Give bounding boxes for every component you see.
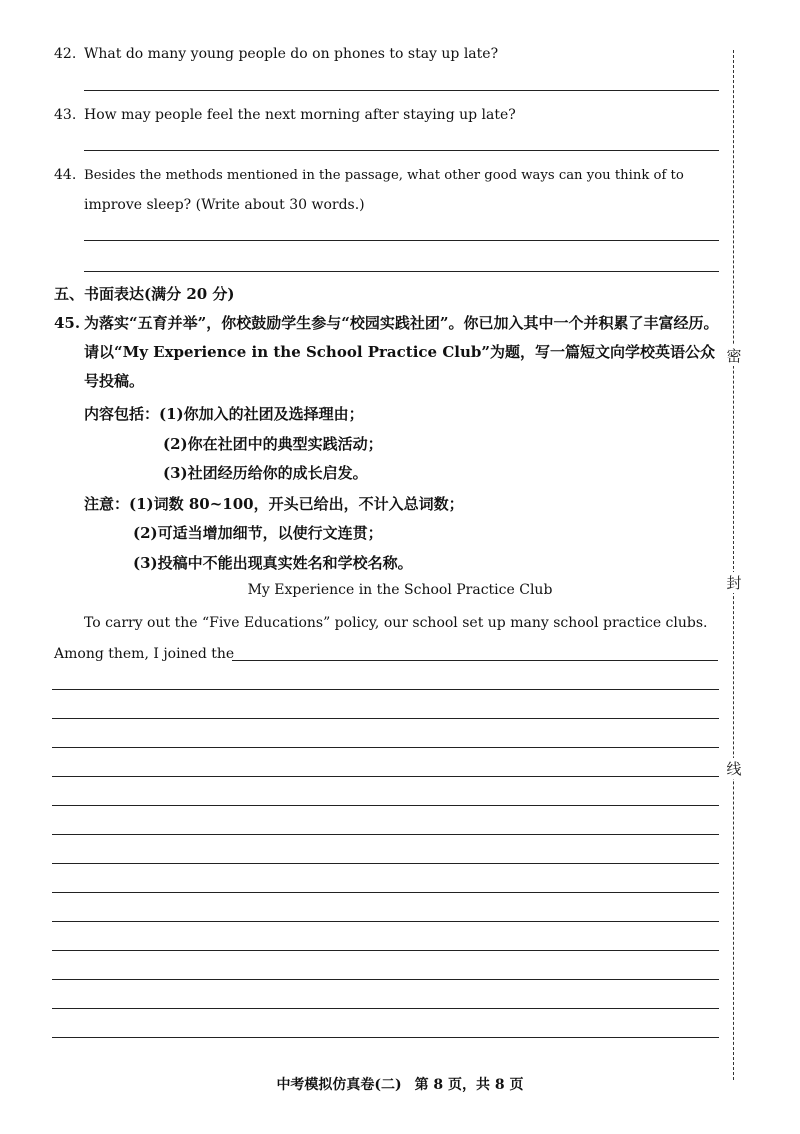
note-label: 注意：(1)词数 80~100，开头已给出，不计入总词数； [84, 495, 464, 513]
note-3: (3)投稿中不能出现真实姓名和学校名称。 [133, 554, 413, 572]
writing-line[interactable] [52, 718, 719, 719]
question-43 [54, 104, 516, 126]
writing-line[interactable] [52, 747, 719, 748]
content-requirement-2: (2)你在社团中的典型实践活动； [163, 435, 383, 453]
question-45-prompt: 为落实“五育并举”，你校鼓励学生参与“校园实践社团”。你已加入其中一个并积累了丰富经历。请以“My Experience in the School Practice Club”为题，写一篇短文向学校英语公众号投稿。 [84, 314, 719, 390]
writing-line[interactable] [52, 892, 719, 893]
answer-line-43[interactable] [84, 150, 719, 151]
writing-line[interactable] [52, 834, 719, 835]
writing-line[interactable] [52, 979, 719, 980]
question-42 [54, 43, 498, 65]
page-footer [0, 1074, 800, 1094]
essay-opening-line1: To carry out the “Five Educations” policy, our school set up many school practice clubs. [84, 615, 708, 631]
writing-line[interactable] [52, 863, 719, 864]
answer-line-42[interactable] [84, 90, 719, 91]
question-text: What do many young people do on phones to stay up late? [84, 46, 499, 62]
page-number: 第 8 页，共 8 页 [414, 1077, 524, 1093]
writing-line[interactable] [52, 1037, 719, 1038]
note-2: (2)可适当增加细节，以使行文连贯； [133, 524, 383, 542]
binding-char-seal: 密 [724, 345, 744, 366]
essay-opening-line2: Among them, I joined the [54, 646, 235, 662]
question-text: How may people feel the next morning after staying up late? [84, 107, 516, 123]
question-45-number: 45. [54, 314, 81, 332]
writing-line[interactable] [52, 689, 719, 690]
writing-line[interactable] [52, 805, 719, 806]
answer-line-44a[interactable] [84, 240, 719, 241]
question-number: 42. [54, 46, 77, 62]
content-requirements-label: 内容包括：(1)你加入的社团及选择理由； [84, 405, 364, 423]
writing-line[interactable] [52, 921, 719, 922]
question-text-line1: Besides the methods mentioned in the passage, what other good ways can you think of to [84, 168, 684, 183]
binding-char-line: 线 [724, 758, 744, 779]
writing-line[interactable] [52, 1008, 719, 1009]
answer-line-44b[interactable] [84, 271, 719, 272]
question-number: 43. [54, 107, 77, 123]
section-heading: 五、书面表达(满分 20 分) [54, 285, 235, 303]
writing-line[interactable] [52, 776, 719, 777]
binding-char-sealed: 封 [724, 572, 744, 593]
question-number: 44. [54, 167, 77, 183]
question-44 [54, 164, 724, 187]
writing-line[interactable] [52, 950, 719, 951]
exam-name: 中考模拟仿真卷(二) [276, 1077, 402, 1093]
essay-blank-first[interactable] [232, 660, 718, 661]
binding-dashed-line [733, 50, 734, 1080]
essay-title: My Experience in the School Practice Club [247, 582, 553, 598]
question-44-line2: improve sleep? (Write about 30 words.) [84, 197, 365, 213]
content-requirement-3: (3)社团经历给你的成长启发。 [163, 464, 368, 482]
